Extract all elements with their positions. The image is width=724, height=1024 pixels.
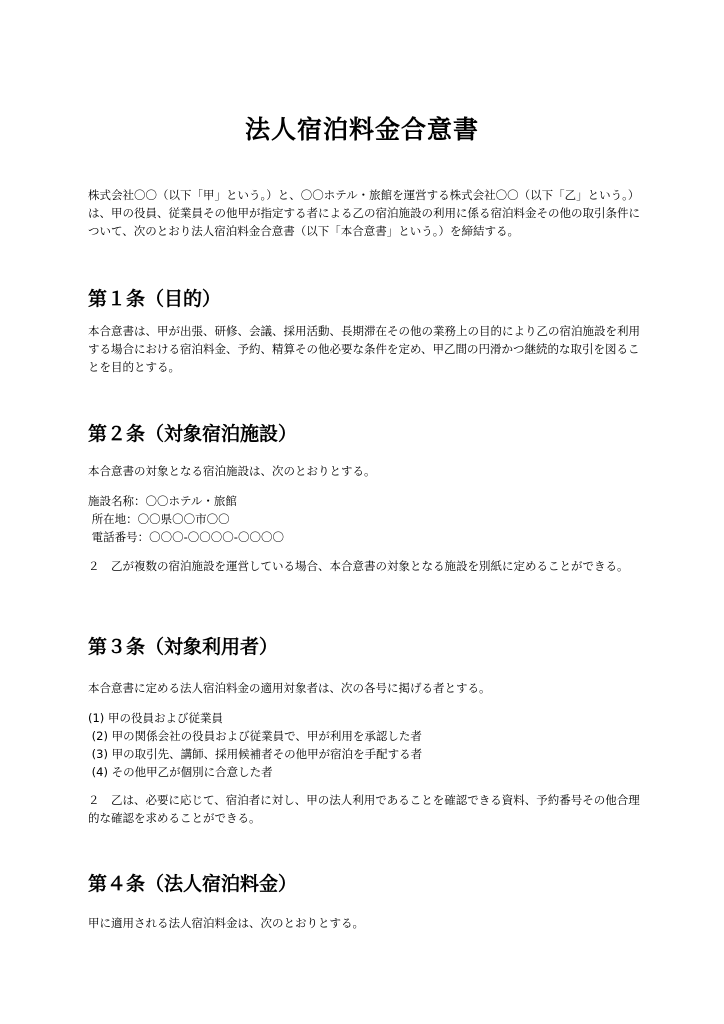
article-3-item-3: (3) 甲の取引先、講師、採用候補者その他甲が宿泊を手配する者 [88, 747, 423, 761]
article-3-item-2: (2) 甲の関係会社の役員および従業員で、甲が利用を承認した者 [88, 729, 422, 743]
facility-name-line: 施設名称：〇〇ホテル・旅館 [88, 494, 237, 508]
article-1-heading: 第１条（目的） [88, 288, 222, 310]
article-2-clause-2: ２ 乙が複数の宿泊施設を運営している場合、本合意書の対象となる施設を別紙に定めることができる。 [88, 559, 629, 573]
article-2-heading: 第２条（対象宿泊施設） [88, 423, 298, 445]
facility-address-line: 所在地：〇〇県〇〇市〇〇 [88, 512, 230, 526]
article-4-heading: 第４条（法人宿泊料金） [88, 873, 298, 895]
article-3-item-4: (4) その他甲乙が個別に合意した者 [88, 765, 273, 779]
article-3-heading: 第３条（対象利用者） [88, 636, 279, 658]
document-title: 法人宿泊料金合意書 [244, 115, 479, 144]
article-4-body: 甲に適用される法人宿泊料金は、次のとおりとする。 [88, 916, 364, 930]
article-2-body: 本合意書の対象となる宿泊施設は、次のとおりとする。 [88, 464, 376, 478]
facility-phone-line: 電話番号：〇〇〇-〇〇〇〇-〇〇〇〇 [88, 530, 284, 544]
preamble-paragraph: 株式会社〇〇（以下「甲」という。）と、〇〇ホテル・旅館を運営する株式会社〇〇（以下「乙」という。）は、甲の役員、従業員その他甲が指定する者による乙の宿泊施設の利用に係る宿泊料金その他の取引条件について、次のとおり法人宿泊料金合意書（以下「本合意書」という。）を締結する。 [88, 188, 640, 238]
article-1-body: 本合意書は、甲が出張、研修、会議、採用活動、長期滞在その他の業務上の目的により乙の宿泊施設を利用する場合における宿泊料金、予約、精算その他必要な条件を定め、甲乙間の円滑かつ継続的な取引を図ることを目的とする。 [88, 324, 640, 374]
article-3-item-1: (1) 甲の役員および従業員 [88, 711, 223, 725]
article-3-clause-2: ２ 乙は、必要に応じて、宿泊者に対し、甲の法人利用であることを確認できる資料、予約番号その他合理的な確認を求めることができる。 [88, 793, 640, 825]
article-3-body: 本合意書に定める法人宿泊料金の適用対象者は、次の各号に掲げる者とする。 [88, 681, 491, 695]
